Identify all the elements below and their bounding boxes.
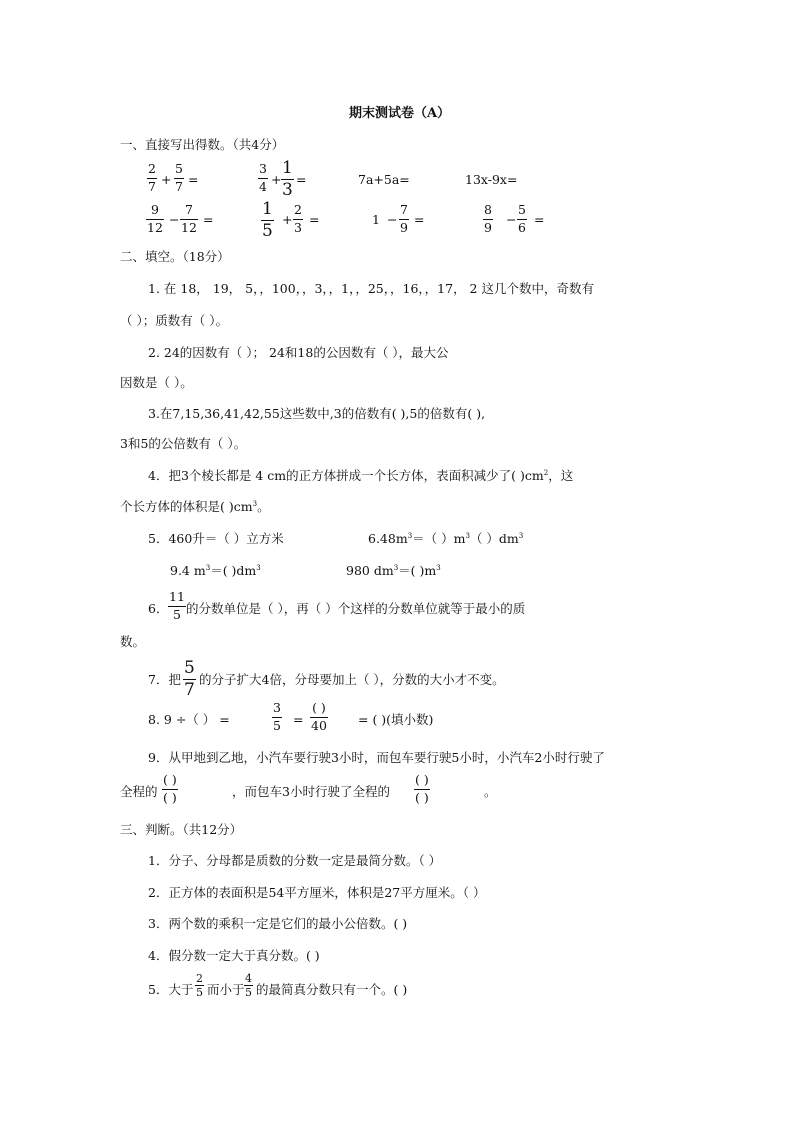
equals-sign: =: [309, 212, 320, 227]
denominator: ( ): [163, 789, 177, 805]
fraction: [180, 204, 198, 234]
fill-q9-line1: 9．从甲地到乙地，小汽车要行驶3小时，而包车要行驶5小时，小汽车2小时行驶了: [148, 750, 605, 765]
denominator: 6: [518, 219, 526, 235]
denominator: 40: [311, 717, 327, 733]
calc-q3: 7a+5a=: [358, 172, 410, 187]
numerator: 5: [184, 658, 195, 678]
fill-q7-text: 的分子扩大4倍，分母要加上（ ），分数的大小才不变。: [199, 672, 505, 687]
fraction: [310, 702, 328, 732]
numerator: 9: [150, 202, 159, 217]
fill-q9-mid: ，而包车3小时行驶了全程的: [232, 784, 390, 799]
operator: +: [271, 172, 282, 187]
denominator: 9: [484, 219, 492, 235]
denominator: 7: [184, 680, 195, 700]
calc-q4: 13x-9x=: [465, 172, 518, 187]
fraction: [414, 774, 430, 804]
fraction: [293, 204, 303, 234]
fill-q4-line1: 4．把3个棱长都是 4 cm的正方体拼成一个长方体，表面积减少了( )$cm^2$，这: [148, 468, 574, 483]
numerator: 3: [273, 700, 281, 715]
fill-q1-line1: 1. 在 18， 19， 5，，100，，3，，1，，25，，16，，17， 2 这几个数中，奇数有: [148, 281, 594, 296]
fill-q4-line2: 个长方体的体积是( )$cm^3$。: [120, 499, 270, 514]
fraction: [261, 201, 274, 240]
equals-sign: =: [188, 172, 199, 187]
equals-sign: =: [293, 712, 304, 727]
judge-q4: 4．假分数一定大于真分数。( ): [148, 948, 320, 963]
numerator: 7: [184, 202, 193, 217]
denominator: 5: [196, 986, 203, 999]
denominator: 7: [175, 178, 183, 194]
whole-number: 1: [372, 212, 380, 227]
equals-sign: =: [414, 212, 425, 227]
numerator: 1: [282, 158, 293, 178]
judge-q3: 3．两个数的乘积一定是它们的最小公倍数。( ): [148, 916, 408, 931]
fill-q3-line2: 3和5的公倍数有（ ）。: [120, 436, 247, 451]
section-3-heading: 三、判断。（共12分）: [120, 822, 243, 837]
judge-q1: 1．分子、分母都是质数的分数一定是最简分数。（ ）: [148, 853, 442, 868]
fill-q3-line1: 3.在7,15,36,41,42,55这些数中,3的倍数有( ),5的倍数有( ),: [148, 406, 486, 421]
denominator: 3: [294, 219, 302, 235]
equals-sign: =: [534, 212, 545, 227]
judge-q5-tail: 的最简真分数只有一个。( ): [256, 982, 408, 997]
numerator: ( ): [415, 772, 429, 787]
denominator: 3: [282, 180, 293, 200]
operator: +: [161, 172, 172, 187]
fill-q6-part1: $6.48m^3=$（ ）$m^3$（ ）$dm^3$: [368, 531, 524, 546]
denominator: 5: [172, 606, 181, 622]
page-title: 期末测试卷（A）: [349, 106, 451, 121]
fill-q5-part3: 980 $dm^3=$( )$m^3$: [346, 563, 441, 578]
denominator: 12: [181, 219, 197, 235]
numerator: 2: [294, 202, 302, 217]
denominator: 9: [400, 219, 408, 235]
fraction: [147, 163, 157, 193]
judge-q2: 2．正方体的表面积是54平方厘米，体积是27平方厘米。（ ）: [148, 885, 486, 900]
fraction: [162, 774, 178, 804]
numerator: 11: [169, 589, 185, 604]
numerator: 8: [484, 202, 492, 217]
operator: −: [506, 212, 517, 227]
numerator: 4: [245, 972, 252, 985]
fraction: [399, 204, 409, 234]
numerator: 2: [148, 161, 156, 176]
fill-q9-tail: 。: [484, 784, 497, 799]
fraction: [174, 163, 184, 193]
numerator: 3: [259, 161, 267, 176]
operator: −: [169, 212, 180, 227]
equals-sign: =: [296, 172, 307, 187]
denominator: 5: [262, 221, 273, 241]
denominator: 4: [259, 178, 267, 194]
fill-q2-line1: 2. 24的因数有（ ）； 24和18的公因数有（ ），最大公: [148, 345, 449, 360]
numerator: 5: [175, 161, 183, 176]
section-1-heading: 一、直接写出得数。（共4分）: [120, 137, 285, 152]
numerator: 2: [196, 972, 203, 985]
denominator: 7: [148, 178, 156, 194]
denominator: ( ): [415, 789, 429, 805]
denominator: 12: [147, 219, 163, 235]
denominator: 5: [245, 986, 252, 999]
section-2-heading: 二、填空。（18分）: [120, 249, 230, 264]
fill-q2-line2: 因数是（ ）。: [120, 375, 193, 390]
fraction: [146, 204, 164, 234]
fill-q8-tail: = ( )(填小数): [358, 712, 434, 727]
numerator: 1: [262, 199, 273, 219]
fraction: [272, 702, 282, 732]
operator: −: [387, 212, 398, 227]
judge-q5-pre: 5．大于: [148, 982, 194, 997]
denominator: 5: [273, 717, 281, 733]
judge-q5-mid: 而小于: [207, 982, 245, 997]
equals-sign: =: [203, 212, 214, 227]
fraction: [281, 160, 294, 199]
fill-q6-line2: 数。: [120, 634, 146, 649]
fill-q5-part2: 9.4 $m^3=$( )$dm^3$: [170, 563, 261, 578]
fill-q5-part1: 5．460升＝（ ）立方米: [148, 531, 284, 546]
fill-q1-line2: （ ）；质数有（ ）。: [120, 313, 228, 328]
fraction: [483, 204, 493, 234]
fraction: [183, 660, 196, 699]
fraction: [244, 973, 253, 998]
operator: +: [282, 212, 293, 227]
fraction: [517, 204, 527, 234]
fill-q6-text: 的分数单位是（ ），再（ ）个这样的分数单位就等于最小的质: [186, 601, 526, 616]
fill-q9-pre: 全程的: [120, 784, 158, 799]
fraction: [195, 973, 204, 998]
question-number: 6．: [148, 601, 169, 616]
question-number: 7．把: [148, 672, 181, 687]
fraction: [258, 163, 268, 193]
numerator: 7: [400, 202, 408, 217]
numerator: ( ): [312, 700, 326, 715]
numerator: 5: [518, 202, 526, 217]
fill-q8-start: 8. 9 ÷（ ） =: [148, 712, 230, 727]
numerator: ( ): [163, 772, 177, 787]
fraction: [168, 591, 186, 621]
